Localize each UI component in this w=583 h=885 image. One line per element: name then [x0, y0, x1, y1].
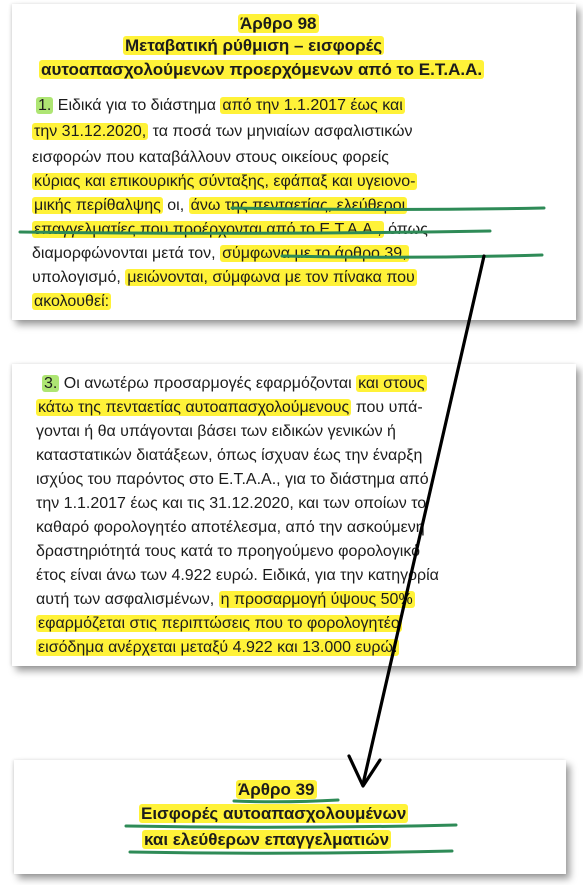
body-line-7: διαμορφώνονται μετά τον, σύμφωνα με το άρθρο 39, — [32, 245, 407, 262]
body-line-4: κύριας και επικουρικής σύνταξης, εφάπαξ και υγειονο- — [34, 173, 416, 190]
article-title: Άρθρο 98 — [240, 14, 317, 33]
body-line-3: γονται ή θα υπάγονται βάσει των ειδικών γενικών ή — [36, 423, 396, 440]
body-line-8: υπολογισμό, μειώνονται, σύμφωνα με τον πίνακα που — [32, 269, 415, 286]
body-line-12: εισόδημα ανέρχεται μεταξύ 4.922 και 13.000 ευρώ. — [38, 639, 398, 656]
body-line-9: ακολουθεί: — [34, 293, 110, 310]
body-line-10: αυτή των ασφαλισμένων, η προσαρμογή ύψους 50% — [36, 591, 413, 608]
paragraph-number: 1. — [38, 97, 52, 114]
underline-subtitle-39-line-2 — [130, 851, 452, 853]
article-subtitle-line-2: αυτοαπασχολούμενων προερχόμενων από το Ε.Τ.Α.Α. — [41, 60, 483, 79]
article-subtitle-line-1: Μεταβατική ρύθμιση – εισφορές — [125, 36, 383, 55]
body-line-1: 1. Ειδικά για το διάστημα από την 1.1.2017 έως και — [38, 97, 403, 114]
body-line-7: καθαρό φορολογητέο αποτέλεσμα, από την ασκούμενη — [36, 519, 425, 536]
underline-article-39-title — [234, 800, 338, 802]
article-title: Άρθρο 39 — [238, 780, 315, 799]
body-line-3: εισφορών που καταβάλλουν στους οικείους φορείς — [32, 149, 389, 166]
body-line-1: 3. Οι ανωτέρω προσαρμογές εφαρμόζονται και στους — [44, 375, 425, 392]
paragraph-number: 3. — [44, 375, 58, 392]
underline-according-article-39 — [282, 255, 542, 257]
body-line-9: έτος είναι άνω των 4.922 ευρώ. Ειδικά, για την κατηγορία — [36, 567, 439, 584]
body-line-6: επαγγελματίες που προέρχονται από το Ε.Τ.Α.Α., όπως — [34, 221, 428, 238]
underline-professionals-etaa — [20, 231, 490, 233]
body-line-5: ισχύος του παρόντος στο Ε.Τ.Α.Α., για το διάστημα από — [36, 471, 429, 488]
body-line-6: την 1.1.2017 έως και τις 31.12.2020, και των οποίων το — [36, 495, 427, 512]
body-line-4: καταστατικών διατάξεων, όπως ίσχυαν έως την έναρξη — [36, 447, 423, 464]
body-line-11: εφαρμόζεται στις περιπτώσεις που το φορολογητέο — [38, 615, 400, 632]
body-line-2: κάτω της πενταετίας αυτοαπασχολούμενους που υπά- — [38, 399, 423, 416]
body-line-8: δραστηριότητά τους κατά το προηγούμενο φορολογικό — [36, 543, 421, 560]
body-line-2: την 31.12.2020, τα ποσά των μηνιαίων ασφαλιστικών — [34, 123, 413, 140]
article-subtitle-line-2: και ελεύθερων επαγγελματιών — [144, 830, 390, 849]
underline-subtitle-39-line-1 — [126, 825, 456, 827]
article-subtitle-line-1: Εισφορές αυτοαπασχολουμένων — [141, 804, 407, 823]
body-line-5: μικής περίθαλψης οι, άνω της πενταετίας, ελεύθεροι — [34, 197, 406, 214]
underline-above-five-years — [232, 208, 544, 210]
connector-arrow — [363, 256, 484, 784]
